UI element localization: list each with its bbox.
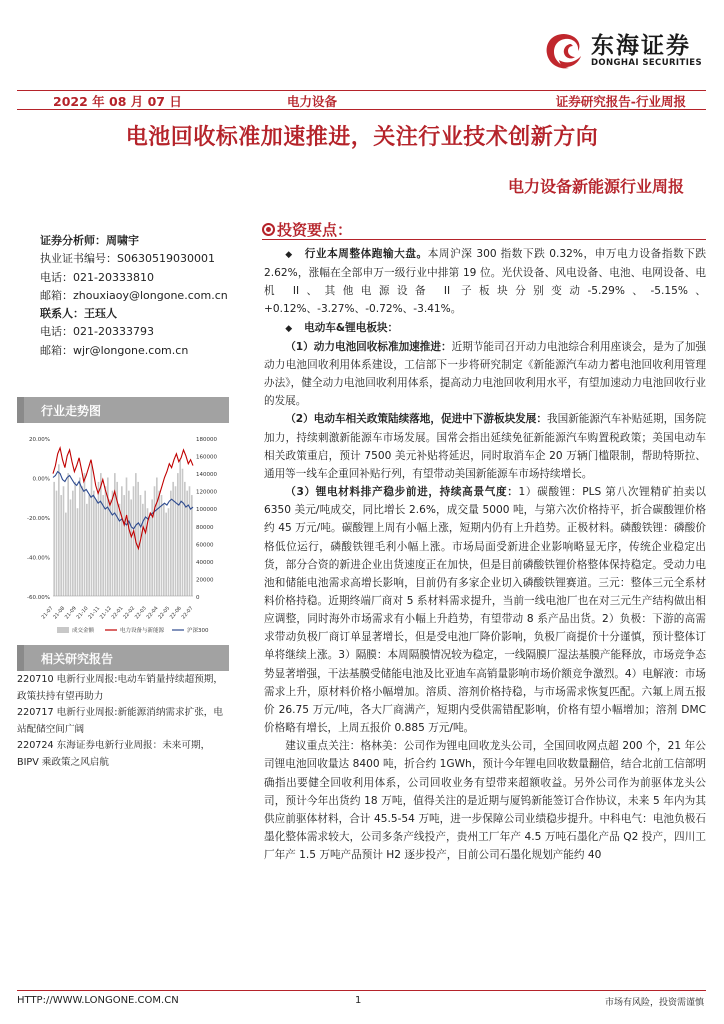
report-subtitle: 电力设备新能源行业周报	[507, 177, 684, 196]
volume-bar	[81, 486, 83, 596]
related-report-item[interactable]: 220717 电新行业周报:新能源消纳需求扩张，电站配储空间广阔	[17, 707, 223, 735]
recycling-text: 近期节能司召开动力电池综合利用座谈会，是为了加强动力电池回收利用体系建设，工信部下一步将研究制定《新能源汽车动力蓄电池回收利用管理办法》，健全动力电池回收利用体系，提高动力电池回收利用水平，有望加速动力电池回收行业的发展。	[264, 340, 707, 408]
legend-label-hs300: 沪深300	[187, 628, 209, 634]
analyst-phone: 电话：021-20333810	[40, 270, 154, 284]
section-divider	[262, 239, 706, 240]
trend-chart-header	[17, 397, 229, 423]
volume-bar	[74, 482, 76, 596]
volume-bar	[189, 486, 191, 596]
industry-line	[53, 448, 193, 549]
right-axis-tick-label: 40000	[196, 559, 214, 566]
investment-points-title: 投资要点：	[277, 221, 353, 239]
left-axis-tick-label: 0.00%	[32, 476, 50, 483]
volume-bar	[77, 508, 79, 596]
materials-lead: （3）锂电材料排产稳步前进，持续高景气度：	[285, 486, 519, 499]
volume-bar	[119, 504, 121, 596]
contact-email[interactable]: 邮箱：wjr@longone.com.cn	[40, 343, 189, 357]
volume-bar	[149, 517, 151, 596]
volume-bar	[133, 486, 135, 596]
risk-disclaimer: 市场有风险，投资需谨慎	[604, 998, 704, 1008]
company-logo	[541, 30, 702, 72]
x-axis-tick-label: 22-02	[122, 605, 137, 621]
analyst-email[interactable]: 邮箱：zhouxiaoy@longone.com.cn	[40, 288, 228, 302]
left-axis-tick-label: -60.00%	[27, 595, 50, 601]
right-axis-tick-label: 60000	[196, 542, 214, 549]
report-title: 电池回收标准加速推进，关注行业技术创新方向	[125, 125, 599, 150]
x-axis-tick-label: 22-05	[157, 605, 172, 621]
related-report-item[interactable]: 220724 东海证券电新行业周报：未来可期，BIPV 乘政策之风启航	[17, 740, 211, 768]
volume-bar	[88, 495, 90, 596]
report-info-bar	[17, 90, 706, 110]
analyst-license: 执业证书编号：S0630519030001	[40, 252, 215, 266]
x-axis-tick-label: 22-03	[133, 605, 148, 621]
volume-bar	[102, 495, 104, 596]
footer-divider	[17, 990, 706, 991]
right-axis-tick-label: 100000	[196, 507, 217, 514]
volume-bar	[63, 486, 65, 596]
volume-bar	[126, 478, 128, 597]
paragraph-market	[264, 245, 706, 319]
x-axis-tick-label: 22-06	[168, 605, 183, 621]
volume-bar	[60, 495, 62, 596]
logo-english: DONGHAI SECURITIES	[590, 58, 702, 68]
left-axis-tick-label: -20.00%	[27, 516, 50, 522]
market-lead: ◆ 行业本周整体跑输大盘。	[285, 248, 428, 260]
volume-bar	[172, 482, 174, 596]
trend-chart	[17, 426, 229, 640]
right-axis-tick-label: 140000	[196, 472, 217, 479]
volume-bar	[86, 504, 88, 596]
right-axis-tick-label: 80000	[196, 524, 214, 531]
volume-bar	[93, 491, 95, 596]
page-number: 1	[355, 995, 362, 1006]
volume-bar	[58, 464, 60, 596]
left-axis-tick-label: 20.00%	[29, 437, 50, 443]
volume-bar	[163, 504, 165, 596]
contact-phone: 电话：021-20333793	[40, 325, 154, 339]
volume-bar	[170, 491, 172, 596]
volume-bar	[184, 482, 186, 596]
volume-bar	[121, 486, 123, 596]
logo-mark-icon	[541, 30, 587, 72]
volume-bar	[191, 495, 193, 596]
volume-bar	[144, 491, 146, 596]
volume-bar	[112, 491, 114, 596]
paragraph-materials	[264, 483, 706, 737]
volume-bar	[161, 495, 163, 596]
x-axis-tick-label: 21-08	[52, 605, 67, 621]
volume-bar	[177, 473, 179, 596]
volume-bar	[67, 473, 69, 596]
volume-bar	[109, 499, 111, 596]
analyst-name: 证券分析师：周啸宇	[40, 234, 139, 247]
volume-bar	[156, 478, 158, 597]
x-axis-tick-label: 21-11	[87, 605, 102, 621]
volume-bar	[179, 460, 181, 596]
right-axis-tick-label: 20000	[196, 577, 214, 584]
right-axis-tick-label: 180000	[196, 437, 217, 443]
x-axis-tick-label: 21-07	[40, 605, 55, 621]
analyst-info	[40, 232, 245, 360]
volume-bar	[154, 486, 156, 596]
paragraph-policy	[264, 410, 706, 483]
volume-bar	[182, 469, 184, 596]
investment-points-header	[262, 219, 352, 240]
recycling-lead: （1）动力电池回收标准加速推进：	[285, 340, 452, 353]
x-axis-tick-label: 21-09	[63, 605, 78, 621]
volume-bar	[140, 495, 142, 596]
volume-bar	[98, 482, 100, 596]
trend-chart-title: 行业走势图	[41, 404, 102, 418]
volume-bar	[137, 482, 139, 596]
paragraph-ev-battery	[264, 319, 706, 338]
paragraph-recommendations: 建议重点关注：格林美：公司作为锂电回收龙头公司，全国回收网点超 200 个，21 年公司锂电池回收量达 8400 吨，折合约 1GWh，预计今年锂电回收数量翻倍，结合北前工信部明确指出要健全回收利用体系，公司回收业务有望带来超额收益。另外公司作为前驱体龙头公司，预计今年出货约 18 万吨，值得关注的是近期与厦钨新能签订合作协议，未来 5 年内为其供应前驱体材料，合计 45.5-54 万吨，进一步保障公司业绩稳步提升。中科电气：电池负极石墨化整体需求较大，公司多条产线投产，贵州工厂年产 4.5 万吨石墨化产品 Q2 投产，四川工厂年产 1.5 万吨产品预计 H2 逐步投产，目前公司石墨化规划产能约 40	[264, 740, 706, 862]
related-reports-header	[17, 645, 229, 671]
volume-bar	[100, 473, 102, 596]
policy-text: 我国新能源汽车补贴延期，国务院加力，持续刺激新能源车市场发展。国常会指出延续免征新能源汽车购置税政策；美国电动车相关政策重启，预计 7500 美元补贴将延迟，同时取消车企 20 万辆门槛限制，帮助特斯拉、通用等一线车企重回补贴行列，有望带动美国新能源车市场持续增长。	[264, 413, 707, 480]
logo-chinese: 东海证券	[590, 33, 691, 59]
x-axis-tick-label: 21-12	[98, 605, 113, 621]
volume-bar	[72, 491, 74, 596]
volume-bar	[91, 464, 93, 596]
related-report-item[interactable]: 220710 电新行业周报:电动车销量持续超预期，政策扶持有望再助力	[17, 674, 223, 702]
x-axis-tick-label: 22-07	[180, 605, 195, 621]
volume-bar	[165, 513, 167, 596]
volume-bar	[95, 499, 97, 596]
materials-text: 1）碳酸锂：PLS 第八次锂精矿拍卖以 6350 美元/吨成交，同比增长 2.6%，成交量 5000 吨，与第六次价格持平，折合碳酸锂价格约 45 万元/吨。碳酸锂上周有小幅上涨，短期内仍有上升趋势。正极材料。磷酸铁锂：磷酸价格低位运行，磷酸铁锂毛利小幅上涨。市场局面受新进企业影响略显无序，传统企业稳定出货，部分合资的新进企业出货速度正在加快，但是目前磷酸铁锂价格整体保持稳定。受动力电池和储能电池需求高增长影响，目前仍有多家企业切入磷酸铁锂赛道。三元：整体三元全系材料价格持稳。近期终端厂商对 5 系材料需求提升，当前一线电池厂也在对三元生产结构做出相应调整，同时海外市场需求有小幅上升趋势，有望带动 8 系产品出货。2）负极：下游的高需求带动负极厂商订单显著增长，但是受电池厂降价影响，负极厂商提价十分谨慎，预计整体订单将继续上涨。3）隔膜：本周隔膜情况较为稳定，一线隔膜厂湿法基膜产能释放，市场竞争态势显著增强，干法基膜受储能电池及比亚迪车高销量影响市场价额竞争激烈。4）电解液：市场需求上升，原材料价格小幅增加。溶质、溶剂价格持稳，与市场需求恢复匹配。六氟上周五报价 26.75 万元/吨，各大厂商满产，短期内受供需错配影响，价格有望小幅增加；溶剂 DMC 价格略有增长，上周五报价 0.885 万元/吨。	[264, 486, 707, 735]
x-axis-tick-label: 22-01	[110, 605, 125, 621]
volume-bar	[130, 499, 132, 596]
volume-bar	[56, 491, 58, 596]
volume-bar	[168, 508, 170, 596]
volume-bar	[53, 482, 55, 596]
ev-battery-lead: ◆ 电动车&锂电板块：	[285, 322, 398, 334]
contact-name: 联系人：王珏人	[40, 307, 117, 321]
volume-bar	[70, 499, 72, 596]
right-axis-tick-label: 0	[196, 595, 200, 601]
report-date: 2022 年 08 月 07 日	[53, 94, 182, 109]
related-reports-title: 相关研究报告	[41, 652, 114, 666]
report-industry: 电力设备	[287, 94, 338, 109]
x-axis-tick-label: 22-04	[145, 605, 160, 621]
report-type: 证券研究报告-行业周报	[555, 94, 686, 109]
footer-url[interactable]: HTTP://WWW.LONGONE.COM.CN	[17, 995, 179, 1006]
legend-label-industry: 电力设备与新能源	[120, 628, 165, 634]
trend-chart-svg	[17, 426, 229, 640]
right-axis-tick-label: 120000	[196, 489, 217, 496]
x-axis-tick-label: 21-10	[75, 605, 90, 621]
volume-bar	[123, 495, 125, 596]
volume-bar	[79, 478, 81, 597]
policy-lead: （2）电动车相关政策陆续落地，促进中下游板块发展：	[285, 413, 547, 426]
volume-bar	[128, 491, 130, 596]
related-reports-list	[17, 672, 229, 771]
target-circle-icon	[262, 223, 275, 236]
legend-swatch-volume	[57, 627, 69, 633]
report-body	[264, 245, 706, 864]
left-axis-tick-label: -40.00%	[27, 555, 50, 562]
legend-label-volume: 成交金额	[72, 628, 95, 634]
volume-bar	[135, 473, 137, 596]
right-axis-tick-label: 160000	[196, 454, 217, 461]
volume-bar	[142, 504, 144, 596]
volume-bar	[65, 513, 67, 596]
paragraph-recycling	[264, 338, 706, 411]
market-text: 本周沪深 300 指数下跌 0.32%，申万电力设备指数下跌 2.62%，涨幅在全部申万一级行业中排第 19 位。光伏设备、风电设备、电池、电网设备、电机 II、其他电源设备 II 子板块分别变动-5.29%、-5.15%、+0.12%、-3.27%、-0.72%、-3.41%。	[264, 248, 706, 316]
volume-bar	[105, 486, 107, 596]
